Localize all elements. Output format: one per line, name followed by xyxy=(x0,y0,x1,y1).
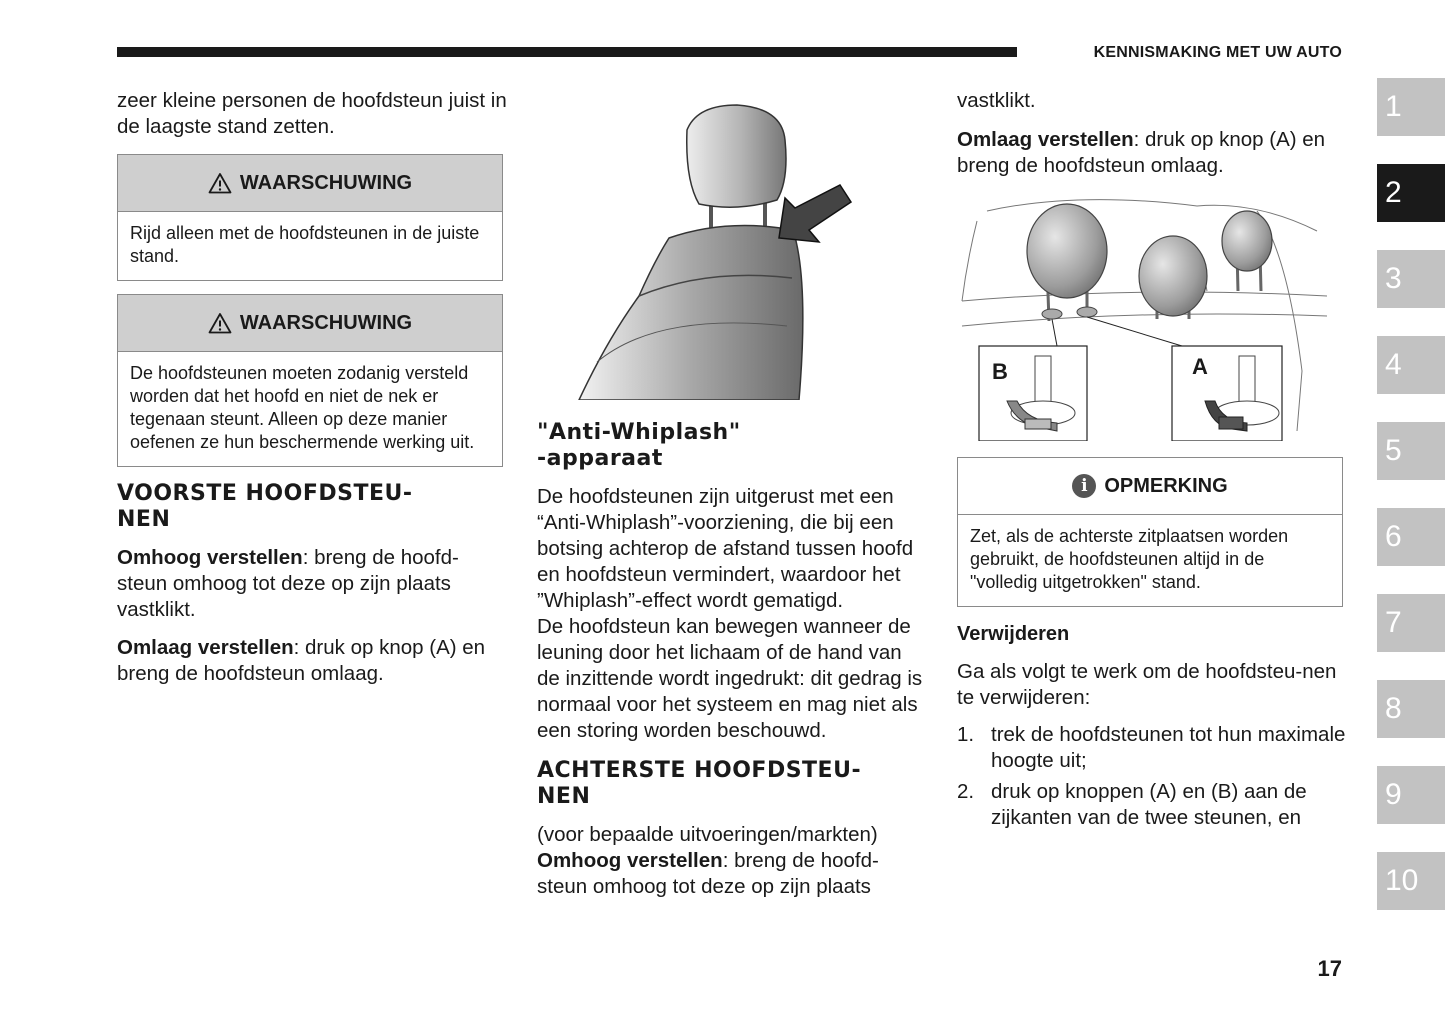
chapter-tab-6[interactable]: 6 xyxy=(1377,508,1445,566)
header-rule xyxy=(117,47,1017,57)
intro-text: zeer kleine personen de hoofdsteun juist in de laagste stand zetten. xyxy=(117,89,507,138)
lower-instruction: Omlaag verstellen: druk op knop (A) en breng de hoofdsteun omlaag. xyxy=(957,128,1326,177)
rear-headrests-illustration xyxy=(957,191,1342,441)
figure-label-b: B xyxy=(992,359,1008,384)
chapter-tab-4[interactable]: 4 xyxy=(1377,336,1445,394)
chapter-tab-10[interactable]: 10 xyxy=(1377,852,1445,910)
list-item: 2. druk op knoppen (A) en (B) aan de zijkanten van de twee steunen, en xyxy=(957,780,1307,829)
column-1 xyxy=(117,88,507,687)
lower-instruction: Omlaag verstellen: druk op knop (A) en breng de hoofdsteun omlaag. xyxy=(117,636,486,685)
chapter-tab-1[interactable]: 1 xyxy=(1377,78,1445,136)
warning-header xyxy=(118,155,502,212)
column-3 xyxy=(957,88,1347,831)
warning-title: WAARSCHUWING xyxy=(239,311,413,334)
column-2 xyxy=(537,100,927,900)
note-box xyxy=(957,457,1343,607)
warning-icon xyxy=(208,172,232,194)
chapter-tab-3[interactable]: 3 xyxy=(1377,250,1445,308)
note-text: Zet, als de achterste zitplaatsen worden gebruikt, de hoofdsteunen altijd in de "volledig uitgetrokken" stand. xyxy=(970,526,1289,592)
variant-note: (voor bepaalde uitvoeringen/markten) xyxy=(537,823,878,846)
list-item: 1. trek de hoofdsteunen tot hun maximale hoogte uit; xyxy=(957,723,1346,772)
seat-headrest-illustration xyxy=(537,100,927,400)
page-number: 17 xyxy=(1317,956,1342,981)
anti-whiplash-text-2: De hoofdsteun kan bewegen wanneer de leuning door het lichaam of de hand van de inzittende wordt ingedrukt: dit gedrag is normaal voor het systeem en mag niet als een storing worden beschouwd. xyxy=(537,615,923,742)
chapter-tab-9[interactable]: 9 xyxy=(1377,766,1445,824)
rear-headrests-figure xyxy=(957,191,1342,441)
anti-whiplash-heading: "Anti-Whiplash" -apparaat xyxy=(537,420,741,471)
warning-box xyxy=(117,294,503,467)
chapter-tab-2[interactable]: 2 xyxy=(1377,164,1445,222)
chapter-tab-5[interactable]: 5 xyxy=(1377,422,1445,480)
remove-intro: Ga als volgt te werk om de hoofdsteu-nen te verwijderen: xyxy=(957,660,1337,709)
remove-steps xyxy=(957,722,1347,831)
warning-icon xyxy=(208,312,232,334)
chapter-tab-8[interactable]: 8 xyxy=(1377,680,1445,738)
rear-headrests-heading: ACHTERSTE HOOFDSTEU- NEN xyxy=(537,758,862,809)
note-header xyxy=(958,458,1342,515)
figure-label-a: A xyxy=(1192,354,1208,379)
remove-heading: Verwijderen xyxy=(957,623,1070,645)
warning-text: De hoofdsteunen moeten zodanig versteld worden dat het hoofd en niet de nek er tegenaan steunt. Alleen op deze manier oefenen ze hun beschermende werking uit. xyxy=(130,363,475,452)
raise-instruction: Omhoog verstellen: breng de hoofd-steun omhoog tot deze op zijn plaats xyxy=(537,849,879,898)
info-icon: i xyxy=(1072,474,1096,498)
warning-title: WAARSCHUWING xyxy=(239,171,413,194)
raise-instruction: Omhoog verstellen: breng de hoofd-steun omhoog tot deze op zijn plaats vastklikt. xyxy=(117,546,459,621)
warning-header xyxy=(118,295,502,352)
front-headrests-heading: VOORSTE HOOFDSTEU- NEN xyxy=(117,481,413,532)
chapter-tab-7[interactable]: 7 xyxy=(1377,594,1445,652)
continued-text: vastklikt. xyxy=(957,89,1036,112)
warning-text: Rijd alleen met de hoofdsteunen in de juiste stand. xyxy=(130,223,480,266)
anti-whiplash-text: De hoofdsteunen zijn uitgerust met een “Anti-Whiplash”-voorziening, die bij een botsing achterop de afstand tussen hoofd en hoofdsteun vermindert, waardoor het ”Whiplash”-effect wordt gematigd. xyxy=(537,485,914,612)
warning-box xyxy=(117,154,503,281)
section-title: KENNISMAKING MET UW AUTO xyxy=(1093,44,1342,61)
note-title: OPMERKING xyxy=(1104,474,1228,497)
